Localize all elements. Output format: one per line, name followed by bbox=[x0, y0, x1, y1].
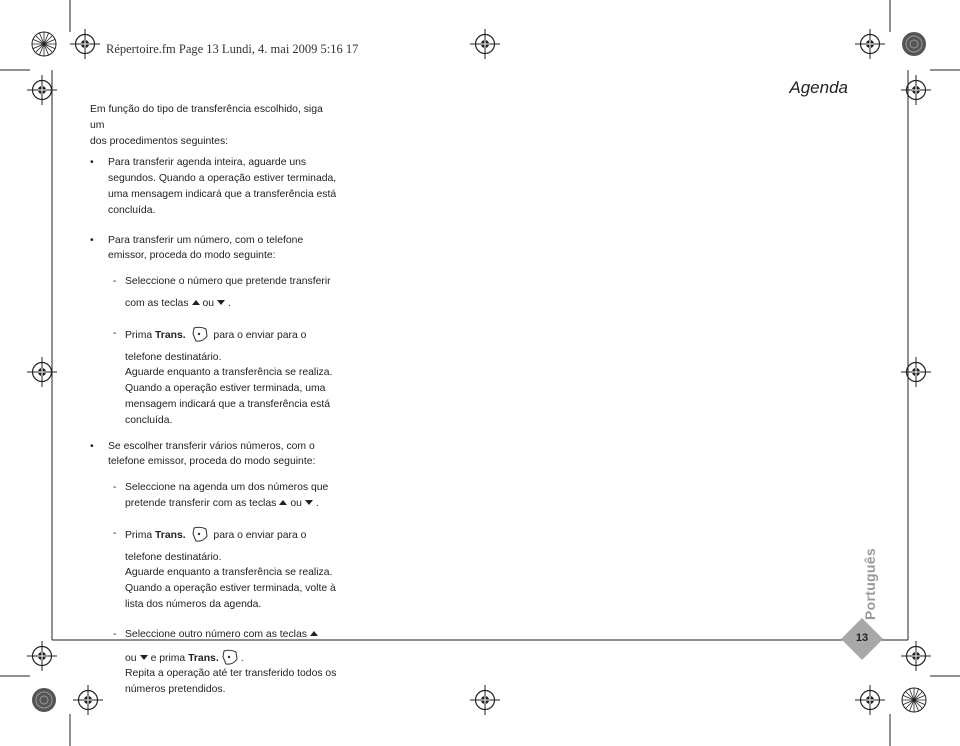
bullet-item: • Para transferir agenda inteira, aguarde uns segundos. Quando a operação estiver terminada, uma mensagem indicará que a transferência está concluída. bbox=[90, 155, 340, 218]
step-item: - Seleccione o número que pretende transferir com as teclas ou . bbox=[113, 276, 331, 309]
step-item: - Seleccione outro número com as teclas ou e prima Trans. . Repita a operação até ter transferido todos os números pretendidos. bbox=[113, 628, 337, 696]
intro-line: Em função do tipo de transferência escolhido, siga um bbox=[90, 104, 323, 131]
down-arrow-key-icon bbox=[305, 500, 313, 505]
language-tab: Português bbox=[862, 548, 878, 620]
page-content: Em função do tipo de transferência escolhido, siga um dos procedimentos seguintes: • Para transferir agenda inteira, aguarde uns segundos. Quando a operação estiver terminada, uma mensagem indicará que a transferência está concluída. • Para transferir um número, com o telefone emissor, proceda do modo seguinte: - Seleccione o número que pretende transferir com as teclas ou . - Prima Trans. para o enviar para o telefone destinatário. Aguarde enquanto a transferência se realiza. Quando a operação estiver terminada, uma mensagem indicará que a transferência está concluída. • Se escolher transferir vários números, com o telefone emissor, proceda do modo seguinte: - Seleccione na agenda um dos números que pretende transferir com as teclas ou . - Prima Trans. para o enviar para o telefone destinatário. Aguarde enquanto a transferência se realiza. Quando a operação estiver terminada, volte à lista dos números da agenda. - Seleccione outro número com as teclas ou e prima Trans. . Repita a operação até ter transferido todos os números pretendidos. bbox=[90, 102, 340, 698]
down-arrow-key-icon bbox=[217, 300, 225, 305]
up-arrow-key-icon bbox=[192, 300, 200, 305]
bullet-item: • Se escolher transferir vários números, com o telefone emissor, proceda do modo seguinte: bbox=[90, 439, 340, 471]
ok-softkey-icon bbox=[191, 526, 209, 543]
step-item: - Prima Trans. para o enviar para o telefone destinatário. bbox=[113, 527, 307, 563]
bullet-item: • Para transferir um número, com o telefone emissor, proceda do modo seguinte: bbox=[90, 233, 340, 265]
page-number: 13 bbox=[855, 632, 869, 644]
step-item: - Seleccione na agenda um dos números que pretende transferir com as teclas ou . bbox=[113, 482, 329, 509]
intro-line: dos procedimentos seguintes: bbox=[90, 135, 229, 147]
running-header: Répertoire.fm Page 13 Lundi, 4. mai 2009 5:16 17 bbox=[106, 42, 359, 56]
up-arrow-key-icon bbox=[279, 500, 287, 505]
ok-softkey-icon bbox=[221, 649, 239, 666]
step-item: - Prima Trans. para o enviar para o telefone destinatário. bbox=[113, 327, 307, 363]
ok-softkey-icon bbox=[191, 326, 209, 343]
up-arrow-key-icon bbox=[310, 631, 318, 636]
section-title: Agenda bbox=[789, 78, 848, 97]
down-arrow-key-icon bbox=[140, 655, 148, 660]
